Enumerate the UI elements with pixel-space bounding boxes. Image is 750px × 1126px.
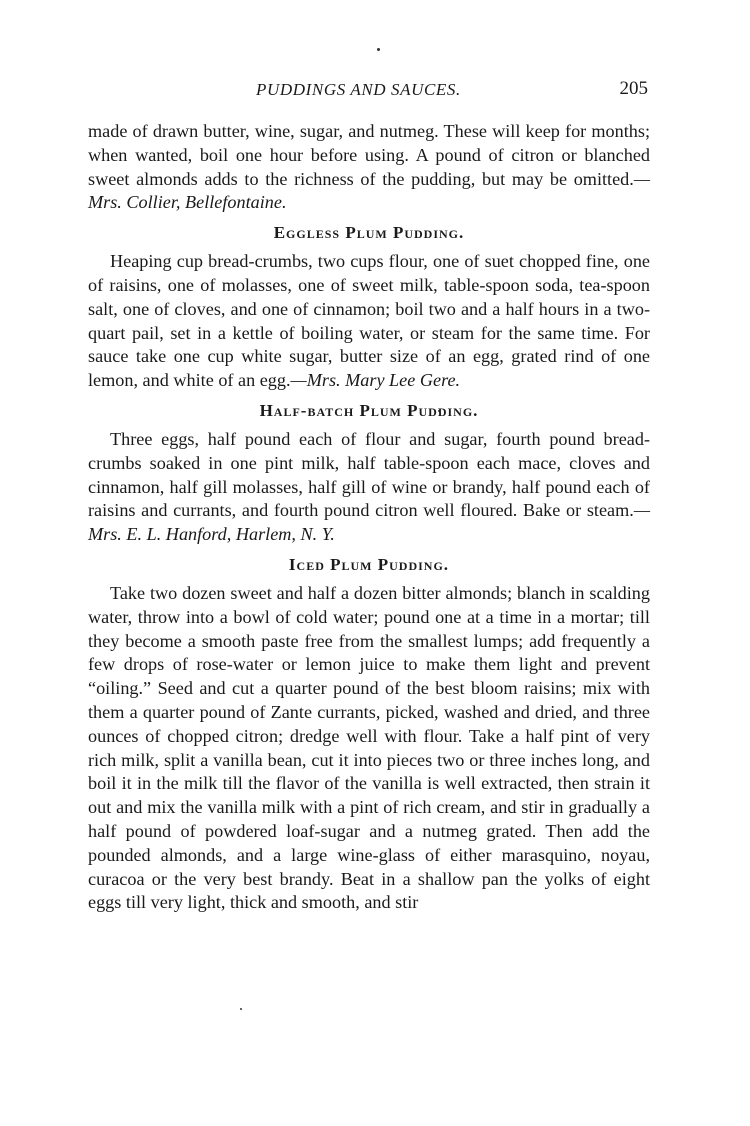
paragraph-text: Heaping cup bread-crumbs, two cups flour, one of suet chopped fine, one of raisins, one of molasses, one of sweet milk, table-spoon soda, tea-spoon salt, one of cloves, and one of cinnamon; boil two and a half hours in a two-quart pail, set in a kettle of boiling water, or steam for the same time. For sauce take one cup white sugar, butter size of an egg, grated rind of one lemon, and white of an egg. bbox=[88, 251, 650, 391]
continued-paragraph bbox=[88, 120, 650, 215]
recipe-paragraph bbox=[88, 250, 650, 393]
recipe-paragraph bbox=[88, 582, 650, 915]
attribution: —Mrs. E. L. Hanford, Harlem, N. Y. bbox=[88, 500, 650, 545]
recipe-title: Iced Plum Pudding. bbox=[288, 554, 450, 574]
attribution: —Mrs. Mary Lee Gere. bbox=[290, 370, 461, 391]
print-speck bbox=[240, 1008, 242, 1010]
paragraph-text: made of drawn butter, wine, sugar, and nutmeg. These will keep for months; when wanted, boil one hour before using. A pound of citron or blanched sweet almonds adds to the richness of the pudding, but may be omitted. bbox=[88, 121, 650, 189]
recipe-paragraph bbox=[88, 428, 650, 547]
print-speck bbox=[377, 48, 380, 51]
page-header bbox=[88, 80, 650, 106]
paragraph-text: Take two dozen sweet and half a dozen bitter almonds; blanch in scalding water, throw into a bowl of cold water; pound one at a time in a mortar; till they become a smooth paste free from the smallest lumps; add frequently a few drops of rose-water or lemon juice to make them light and prevent “oiling.” Seed and cut a quarter pound of the best bloom raisins; mix with them a quarter pound of Zante currants, picked, washed and dried, and three ounces of chopped citron; dredge well with flour. Take a half pint of very rich milk, split a vanilla bean, cut it into pieces two or three inches long, and boil it in the milk till the flavor of the vanilla is well extracted, then strain it out and mix the vanilla milk with a pint of rich cream, and stir in gradually a half pound of powdered loaf-sugar and a nutmeg grated. Then add the pounded almonds, and a large wine-glass of either marasquino, noyau, curacoa or the very best brandy. Beat in a shallow pan the yolks of eight eggs till very light, thick and smooth, and stir bbox=[88, 582, 650, 913]
recipe-title: Half-batch Plum Pudding. bbox=[259, 400, 479, 420]
paragraph-text: Three eggs, half pound each of flour and sugar, fourth pound bread-crumbs soaked in one pint milk, half table-spoon each mace, cloves and cinnamon, half gill molasses, half gill of wine or brandy, half pound each of raisins and currants, and fourth pound citron well floured. Bake or steam. bbox=[88, 428, 650, 521]
running-title: PUDDINGS AND SAUCES. bbox=[256, 80, 461, 99]
recipe-title: Eggless Plum Pudding. bbox=[273, 223, 465, 243]
page-body bbox=[88, 120, 650, 915]
page-number: 205 bbox=[619, 78, 648, 99]
attribution: —Mrs. Collier, Bellefontaine. bbox=[88, 168, 650, 213]
